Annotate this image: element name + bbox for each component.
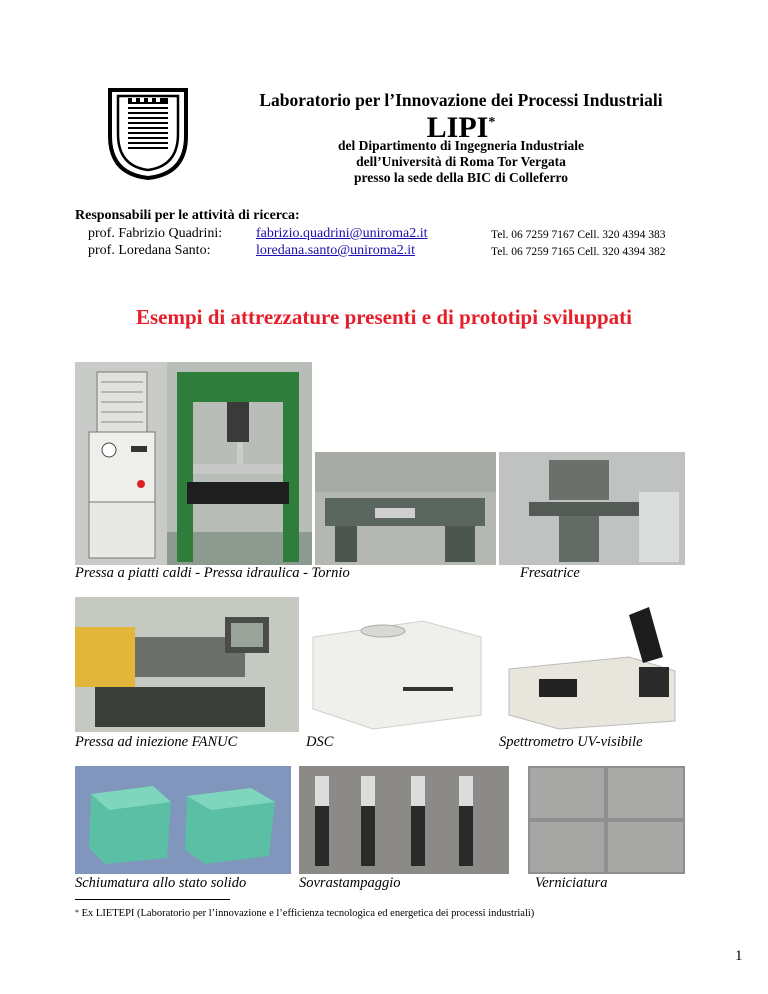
dept-line: del Dipartimento di Ingegneria Industriale	[337, 138, 584, 153]
caption-fresatrice: Fresatrice	[520, 565, 580, 581]
university-logo-icon	[106, 84, 190, 180]
painting-photo	[528, 766, 685, 874]
page-number: 1	[735, 948, 743, 964]
email-link[interactable]: loredana.santo@uniroma2.it	[256, 243, 416, 258]
milling-machine-photo	[499, 452, 685, 565]
caption-schiumatura: Schiumatura allo stato solido	[75, 875, 247, 891]
hot-plate-press-photo	[75, 362, 167, 565]
email-link[interactable]: fabrizio.quadrini@uniroma2.it	[256, 226, 428, 241]
phone-info: Tel. 06 7259 7167 Cell. 320 4394 383	[491, 229, 666, 241]
footnote-rule	[75, 899, 230, 900]
overmolding-photo	[299, 766, 509, 874]
dsc-photo	[303, 597, 487, 732]
footnote-mark: *	[488, 115, 496, 130]
caption-presse: Pressa a piatti caldi - Pressa idraulica - Tornio	[75, 565, 350, 581]
section-title: Esempi di attrezzature presenti e di prototipi sviluppati	[135, 305, 633, 329]
phone-info: Tel. 06 7259 7165 Cell. 320 4394 382	[491, 246, 666, 258]
caption-dsc: DSC	[306, 734, 334, 750]
lab-name: Laboratorio per l’Innovazione dei Processi Industriali	[259, 90, 663, 110]
lab-acronym: LIPI*	[426, 111, 496, 144]
department-info	[206, 138, 716, 186]
caption-fanuc: Pressa ad iniezione FANUC	[75, 734, 238, 750]
responsabili-heading: Responsabili per le attività di ricerca:	[75, 208, 300, 223]
person-name: prof. Fabrizio Quadrini:	[88, 226, 223, 241]
caption-vernic: Verniciatura	[535, 875, 608, 891]
dept-line: dell’Università di Roma Tor Vergata	[356, 154, 566, 169]
footnote-mark: *	[75, 908, 79, 917]
footnote: * Ex LIETEPI (Laboratorio per l’innovazione e l’efficienza tecnologica ed energetica dei processi industriali)	[75, 908, 535, 919]
caption-uv: Spettrometro UV-visibile	[499, 734, 643, 750]
lathe-photo	[315, 452, 496, 565]
person-name: prof. Loredana Santo:	[88, 243, 211, 258]
uv-spectrometer-photo	[499, 597, 685, 732]
solid-foaming-photo	[75, 766, 291, 874]
caption-sovra: Sovrastampaggio	[299, 875, 401, 891]
hydraulic-press-photo	[167, 362, 312, 565]
injection-press-photo	[75, 597, 299, 732]
dept-line: presso la sede della BIC di Colleferro	[354, 170, 568, 185]
